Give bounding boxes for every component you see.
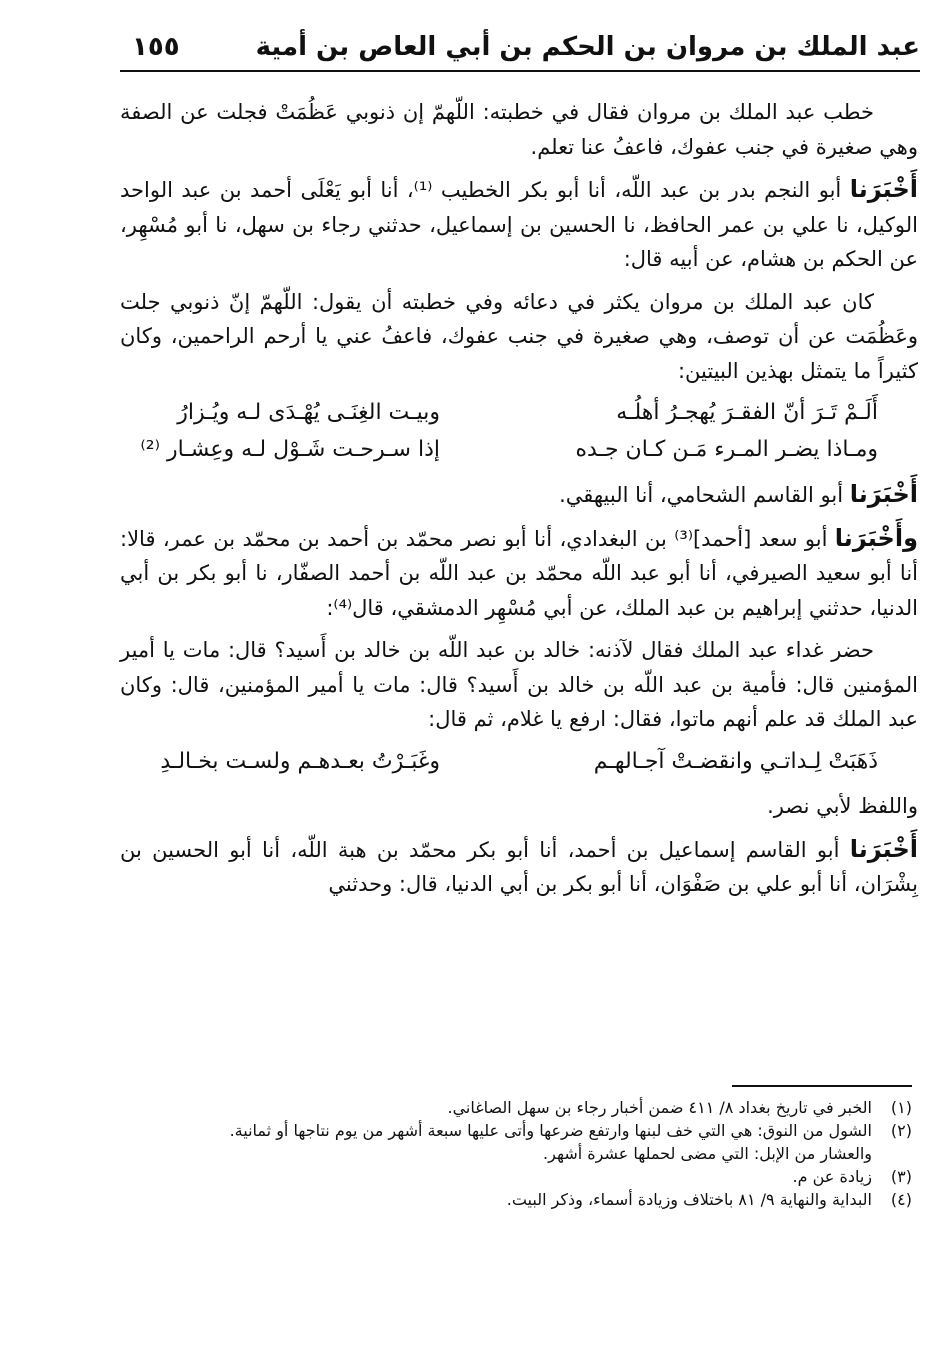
footnote-text: زيادة عن م. xyxy=(792,1167,872,1186)
footnote xyxy=(120,1165,912,1188)
footnote-text: الشول من النوق: هي التي خف لبنها وارتفع ضرعها وأتى عليها سبعة أشهر من يوم نتاجها أو ثمانية. xyxy=(229,1121,872,1140)
keyword-akhbarana: أَخْبَرَنا xyxy=(849,480,918,508)
footnote-number: (٣) xyxy=(890,1167,912,1186)
verse-hemistich-first: ذَهَبَتْ لِـداتـي وانقضـتْ آجـالهـم xyxy=(593,748,878,774)
verse-line xyxy=(120,396,878,431)
running-title: عبد الملك بن مروان بن الحكم بن أبي العاص بن أمية xyxy=(255,32,920,62)
page-body xyxy=(120,95,918,910)
footnote-text: البداية والنهاية ٩/ ٨١ باختلاف وزيادة أسماء، وذكر البيت. xyxy=(506,1190,872,1209)
header-rule xyxy=(120,70,920,72)
footnote-continuation xyxy=(120,1142,912,1165)
keyword-wa-akhbarana: وأَخْبَرَنا xyxy=(834,523,918,552)
paragraph-5-text: أبو سعد [أحمد]⁽³⁾ بن البغدادي، أنا أبو نصر محمّد بن أحمد بن محمّد بن عمر، قالا: أنا أبو سعيد الصيرفي، أنا أبو عبد اللّه محمّد بن عبد اللّه بن أحمد الصفّار، نا أبو بكر بن أبي الدنيا، حدثني إبراهيم بن عبد الملك، عن أبي مُسْهِر الدمشقي، قال⁽⁴⁾: xyxy=(120,526,918,620)
footnote xyxy=(120,1188,912,1211)
paragraph-3: كان عبد الملك بن مروان يكثر في دعائه وفي خطبته أن يقول: اللّهمّ إنّ ذنوبي جلت وعَظُمَت عن أن توصف، وهي صغيرة في جنب عفوك، فاعفُ عني يا أرحم الراحمين، وكان كثيراً ما يتمثل بهذين البيتين: xyxy=(120,289,918,383)
paragraph-8 xyxy=(120,832,918,902)
footnote xyxy=(120,1119,912,1142)
paragraph-8-text: أبو القاسم إسماعيل بن أحمد، أنا أبو بكر محمّد بن هبة اللّه، أنا أبو الحسين بن بِشْرَان، أنا أبو علي بن صَفْوَان، أنا أبو بكر بن أبي الدنيا، قال: وحدثني xyxy=(120,837,918,896)
paragraph-5 xyxy=(120,521,918,626)
verse-hemistich-second: إذا سـرحـت شَـوْل لـه وعِشـار ⁽²⁾ xyxy=(140,436,440,462)
footnote-text: والعشار من الإبل: التي مضى لحملها عشرة أشهر. xyxy=(543,1144,872,1163)
keyword-akhbarana: أَخْبَرَنا xyxy=(849,834,918,863)
footnote-number: (٤) xyxy=(890,1190,912,1209)
paragraph-1: خطب عبد الملك بن مروان فقال في خطبته: اللّهمّ إن ذنوبي عَظُمَتْ فجلت عن الصفة وهي صغيرة في جنب عفوك، فاعفُ عنا تعلم. xyxy=(120,100,918,159)
paragraph-2-text: أبو النجم بدر بن عبد اللّه، أنا أبو بكر الخطيب ⁽¹⁾، أنا أبو يَعْلَى أحمد بن عبد الواحد الوكيل، نا علي بن عمر الحافظ، نا الحسين بن إسماعيل، حدثني رجاء بن سهل، نا أبو مُسْهِر، عن الحكم بن هشام، عن أبيه قال: xyxy=(120,178,918,271)
verse-hemistich-first: ومـاذا يضـر المـرء مَـن كـان جـده xyxy=(575,436,878,462)
paragraph-7: واللفظ لأبي نصر. xyxy=(767,794,918,818)
verse-hemistich-second: وغَبَـرْتُ بعـدهـم ولسـت بخـالـدِ xyxy=(160,748,440,774)
paragraph-2 xyxy=(120,172,918,277)
verse-line xyxy=(120,745,878,780)
verse-line xyxy=(120,433,878,468)
paragraph-6: حضر غداء عبد الملك فقال لآذنه: خالد بن عبد اللّه بن خالد بن أَسيد؟ قال: مات يا أمير المؤمنين قال: فأمية بن عبد اللّه بن خالد بن أَسيد؟ قال: مات يا أمير المؤمنين، قال: وكان عبد الملك قد علم أنهم ماتوا، فقال: ارفع يا غلام، ثم قال: xyxy=(120,638,918,731)
verse-hemistich-first: أَلَـمْ تَـرَ أنّ الفقـرَ يُهجـرُ أهلُـه xyxy=(616,400,878,425)
keyword-akhbarana: أَخْبَرَنا xyxy=(849,175,918,203)
footnotes xyxy=(120,1096,912,1211)
footnote xyxy=(120,1096,912,1119)
footnote-rule xyxy=(732,1085,912,1087)
page-header xyxy=(120,30,920,74)
verse-hemistich-second: وبيـت الغِنَـى يُهْـدَى لـه ويُـزارُ xyxy=(177,400,440,425)
footnote-number: (٢) xyxy=(890,1121,912,1140)
footnote-number: (١) xyxy=(890,1098,912,1117)
page-number: ١٥٥ xyxy=(132,32,180,62)
paragraph-4 xyxy=(120,477,918,513)
footnote-text: الخبر في تاريخ بغداد ٨/ ٤١١ ضمن أخبار رجاء بن سهل الصاغاني. xyxy=(447,1098,872,1117)
paragraph-4-text: أبو القاسم الشحامي، أنا البيهقي. xyxy=(559,483,850,507)
